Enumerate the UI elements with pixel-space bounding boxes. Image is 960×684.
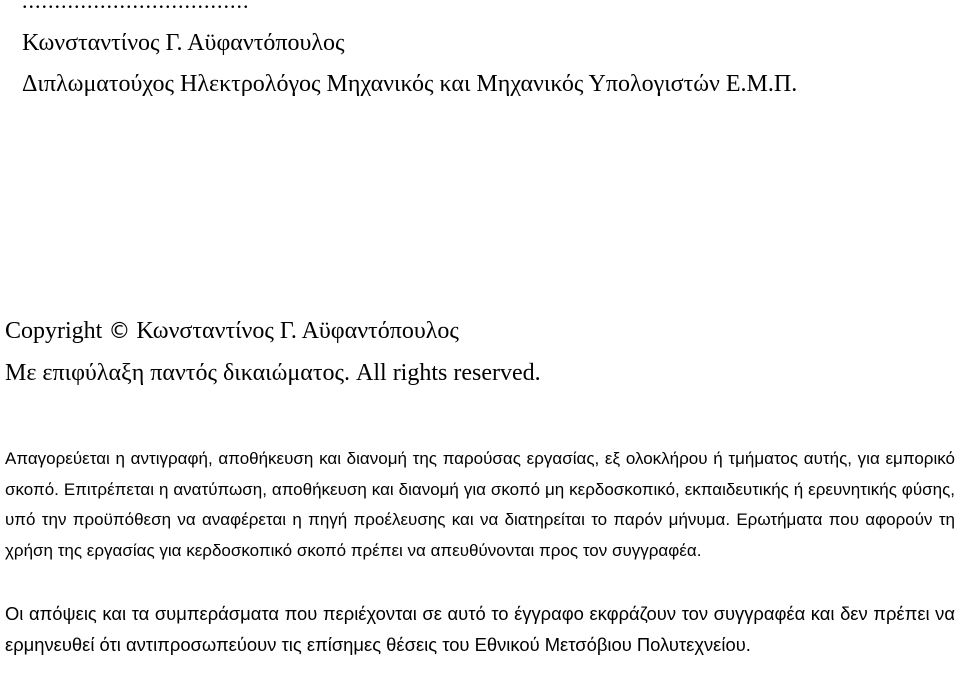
author-name: Κωνσταντίνος Γ. Αϋφαντόπουλος [22, 30, 345, 56]
copyright-holder: Κωνσταντίνος Γ. Αϋφαντόπουλος [136, 318, 459, 344]
copyright-line [5, 316, 459, 347]
signature-dotted-line: ................................... [22, 0, 250, 13]
usage-notice-paragraph: Απαγορεύεται η αντιγραφή, αποθήκευση και διανομή της παρούσας εργασίας, εξ ολοκλήρου ή τμήματος αυτής, για εμπορικό σκοπό. Επιτρέπεται η ανατύπωση, αποθήκευση και διανομή για σκοπό μη κερδοσκοπικό, εκπαιδευτικής ή ερευνητικής φύσης, υπό την προϋπόθεση να αναφέρεται η πηγή προέλευσης και να διατηρείται το παρόν μήνυμα. Ερωτήματα που αφορούν τη χρήση της εργασίας για κερδοσκοπικό σκοπό πρέπει να απευθύνονται προς τον συγγραφέα. [5, 449, 955, 560]
rights-reserved-line: Με επιφύλαξη παντός δικαιώματος. All rights reserved. [5, 360, 541, 386]
author-title: Διπλωματούχος Ηλεκτρολόγος Μηχανικός και Μηχανικός Υπολογιστών Ε.Μ.Π. [22, 71, 798, 97]
copyright-symbol-icon: © [108, 319, 131, 344]
copyright-word: Copyright [5, 318, 103, 344]
disclaimer-paragraph: Οι απόψεις και τα συμπεράσματα που περιέχονται σε αυτό το έγγραφο εκφράζουν τον συγγραφέα και δεν πρέπει να ερμηνευθεί ότι αντιπροσωπεύουν τις επίσημες θέσεις του Εθνικού Μετσόβιου Πολυτεχνείου. [5, 603, 955, 655]
